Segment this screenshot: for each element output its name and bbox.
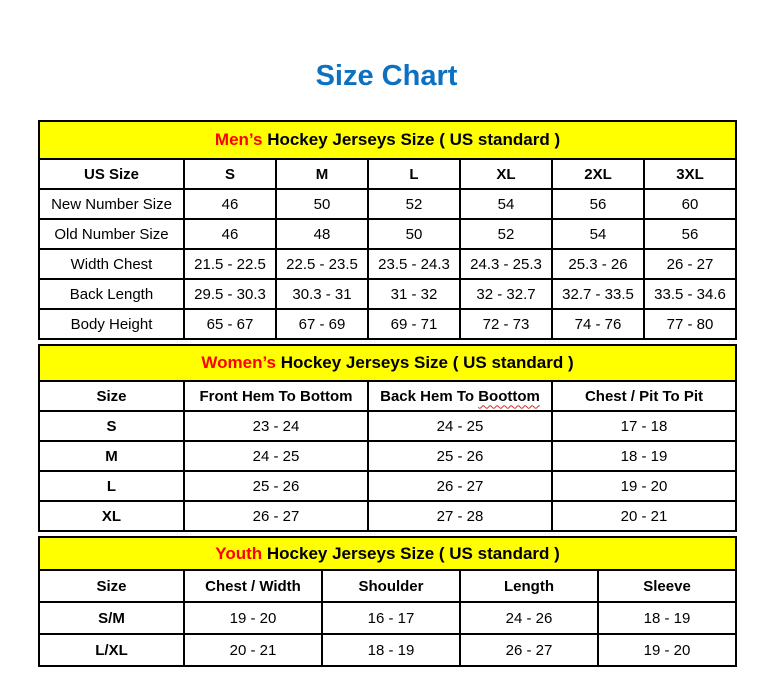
table-cell: 32.7 - 33.5 xyxy=(552,279,644,309)
back-hem-misspelled-word: Boottom xyxy=(478,387,540,405)
column-header: Front Hem To Bottom xyxy=(184,381,368,411)
table-cell: 54 xyxy=(460,189,552,219)
table-cell: 24 - 26 xyxy=(460,602,598,634)
table-cell: 33.5 - 34.6 xyxy=(644,279,736,309)
row-label: L xyxy=(39,471,184,501)
womens-size-table xyxy=(38,344,737,532)
table-cell: 16 - 17 xyxy=(322,602,460,634)
table-cell: 74 - 76 xyxy=(552,309,644,339)
column-header: L xyxy=(368,159,460,189)
row-label: XL xyxy=(39,501,184,531)
table-cell: 54 xyxy=(552,219,644,249)
table-cell: 23 - 24 xyxy=(184,411,368,441)
table-cell: 18 - 19 xyxy=(322,634,460,666)
table-cell: 65 - 67 xyxy=(184,309,276,339)
table-cell: 20 - 21 xyxy=(184,634,322,666)
table-cell: 17 - 18 xyxy=(552,411,736,441)
mens-table-title xyxy=(39,121,736,159)
table-cell: 24 - 25 xyxy=(368,411,552,441)
table-row xyxy=(39,309,736,339)
youth-header-row xyxy=(39,570,736,602)
table-cell: 25 - 26 xyxy=(368,441,552,471)
row-label: Width Chest xyxy=(39,249,184,279)
table-cell: 20 - 21 xyxy=(552,501,736,531)
column-header: Shoulder xyxy=(322,570,460,602)
table-row xyxy=(39,249,736,279)
youth-table-title xyxy=(39,537,736,570)
mens-size-table xyxy=(38,120,737,340)
table-cell: 46 xyxy=(184,189,276,219)
table-cell: 52 xyxy=(460,219,552,249)
column-header: 2XL xyxy=(552,159,644,189)
mens-table-title-row xyxy=(39,121,736,159)
table-row xyxy=(39,501,736,531)
table-cell: 27 - 28 xyxy=(368,501,552,531)
mens-title-highlight: Men’s xyxy=(214,130,263,149)
column-header-misspelled xyxy=(368,381,552,411)
table-cell: 23.5 - 24.3 xyxy=(368,249,460,279)
table-row xyxy=(39,471,736,501)
row-label: S/M xyxy=(39,602,184,634)
table-cell: 18 - 19 xyxy=(552,441,736,471)
table-cell: 22.5 - 23.5 xyxy=(276,249,368,279)
table-cell: 25 - 26 xyxy=(184,471,368,501)
row-label: New Number Size xyxy=(39,189,184,219)
table-cell: 26 - 27 xyxy=(460,634,598,666)
table-row xyxy=(39,219,736,249)
page-title: Size Chart xyxy=(315,60,458,92)
column-header: Chest / Pit To Pit xyxy=(552,381,736,411)
mens-title-rest: Hockey Jerseys Size ( US standard ) xyxy=(262,130,561,149)
table-cell: 60 xyxy=(644,189,736,219)
table-cell: 32 - 32.7 xyxy=(460,279,552,309)
table-cell: 29.5 - 30.3 xyxy=(184,279,276,309)
womens-table-title xyxy=(39,345,736,381)
row-label: Body Height xyxy=(39,309,184,339)
row-label: M xyxy=(39,441,184,471)
table-cell: 19 - 20 xyxy=(598,634,736,666)
table-cell: 25.3 - 26 xyxy=(552,249,644,279)
womens-header-row xyxy=(39,381,736,411)
column-header: Length xyxy=(460,570,598,602)
table-cell: 56 xyxy=(552,189,644,219)
table-cell: 67 - 69 xyxy=(276,309,368,339)
column-header: Size xyxy=(39,381,184,411)
youth-title-rest: Hockey Jerseys Size ( US standard ) xyxy=(262,543,560,563)
table-cell: 56 xyxy=(644,219,736,249)
table-cell: 31 - 32 xyxy=(368,279,460,309)
column-header: S xyxy=(184,159,276,189)
table-row xyxy=(39,441,736,471)
youth-size-table xyxy=(38,536,737,667)
youth-title-highlight: Youth xyxy=(215,543,263,563)
table-cell: 21.5 - 22.5 xyxy=(184,249,276,279)
table-cell: 19 - 20 xyxy=(184,602,322,634)
table-cell: 26 - 27 xyxy=(184,501,368,531)
table-cell: 48 xyxy=(276,219,368,249)
table-row xyxy=(39,411,736,441)
row-label: Back Length xyxy=(39,279,184,309)
table-cell: 30.3 - 31 xyxy=(276,279,368,309)
mens-header-row xyxy=(39,159,736,189)
column-header: US Size xyxy=(39,159,184,189)
table-cell: 26 - 27 xyxy=(368,471,552,501)
table-cell: 24.3 - 25.3 xyxy=(460,249,552,279)
womens-title-rest: Hockey Jerseys Size ( US standard ) xyxy=(276,353,574,372)
table-cell: 24 - 25 xyxy=(184,441,368,471)
row-label: S xyxy=(39,411,184,441)
table-cell: 77 - 80 xyxy=(644,309,736,339)
table-row xyxy=(39,189,736,219)
table-cell: 19 - 20 xyxy=(552,471,736,501)
table-cell: 69 - 71 xyxy=(368,309,460,339)
womens-title-highlight: Women’s xyxy=(201,353,276,372)
table-row xyxy=(39,634,736,666)
womens-table-title-row xyxy=(39,345,736,381)
youth-table-title-row xyxy=(39,537,736,570)
column-header: XL xyxy=(460,159,552,189)
table-cell: 50 xyxy=(276,189,368,219)
table-row xyxy=(39,602,736,634)
column-header: Size xyxy=(39,570,184,602)
column-header: Sleeve xyxy=(598,570,736,602)
table-cell: 18 - 19 xyxy=(598,602,736,634)
table-cell: 72 - 73 xyxy=(460,309,552,339)
table-cell: 52 xyxy=(368,189,460,219)
row-label: Old Number Size xyxy=(39,219,184,249)
column-header: 3XL xyxy=(644,159,736,189)
back-hem-prefix: Back Hem To xyxy=(380,387,479,405)
table-cell: 26 - 27 xyxy=(644,249,736,279)
row-label: L/XL xyxy=(39,634,184,666)
column-header: M xyxy=(276,159,368,189)
table-row xyxy=(39,279,736,309)
table-cell: 46 xyxy=(184,219,276,249)
column-header: Chest / Width xyxy=(184,570,322,602)
table-cell: 50 xyxy=(368,219,460,249)
